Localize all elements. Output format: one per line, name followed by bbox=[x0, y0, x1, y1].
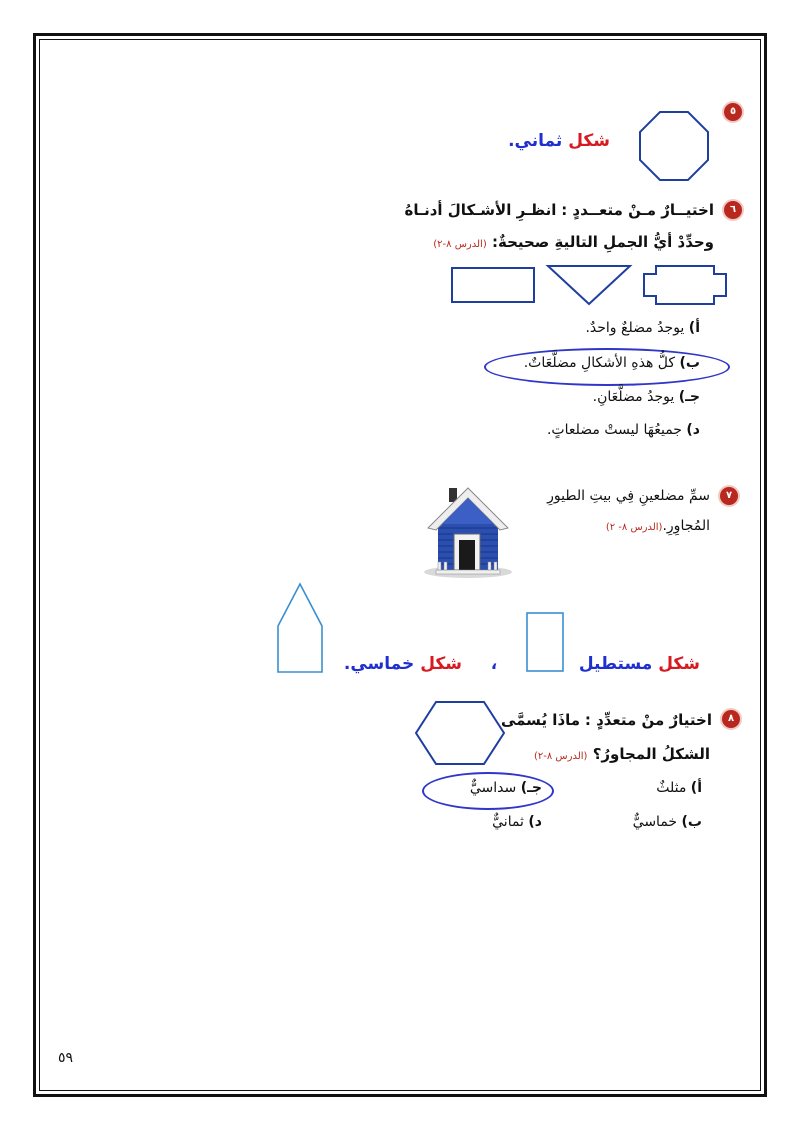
question-7-badge: ٧ bbox=[720, 487, 738, 505]
q6-line1: اختيــارٌ مـنْ متعــددٍ : انظـرِ الأشـكالَ أدنـاهُ bbox=[404, 201, 714, 219]
question-8-badge: ٨ bbox=[722, 710, 740, 728]
q6-shapes bbox=[448, 262, 732, 310]
q6-line2: وحدِّدْ أيُّ الجملِ التاليةِ صحيحةٌ: (الدرس ٨-٢) bbox=[433, 233, 714, 251]
pentagon-house-shape bbox=[270, 578, 330, 676]
q8-line2: الشكلُ المجاورُ؟ (الدرس ٨-٢) bbox=[533, 745, 710, 763]
q6-option-d[interactable]: د) جميعُهَا ليستْ مضلعاتٍ. bbox=[546, 422, 700, 438]
q8-option-b[interactable]: ب) خماسيٌّ bbox=[632, 814, 702, 830]
page-number: ٥٩ bbox=[58, 1050, 74, 1066]
q7-separator: ، bbox=[490, 654, 498, 674]
cross-shape bbox=[644, 266, 726, 304]
q8-option-a[interactable]: أ) مثلثٌ bbox=[656, 780, 702, 796]
rectangle-small-shape bbox=[522, 608, 568, 676]
q5-answer: شكل ثماني. bbox=[508, 131, 610, 151]
q8-option-c[interactable]: جـ) سداسيٌّ bbox=[469, 780, 542, 796]
q6-option-a[interactable]: أ) يوجدُ مضلعٌ واحدٌ. bbox=[585, 320, 700, 336]
q7-line2: المُجاوِرِ.(الدرس ٨- ٢) bbox=[605, 518, 710, 534]
q8-line1: اختيارٌ منْ متعدِّدٍ : ماذَا يُسمَّى bbox=[500, 711, 712, 729]
q8-option-d[interactable]: د) ثمانيٌّ bbox=[492, 814, 542, 830]
q6-option-b[interactable]: ب) كلُّ هذهِ الأشكالِ مضلَّعَاتٌ. bbox=[523, 355, 700, 371]
page-border-inner bbox=[39, 39, 761, 1091]
triangle-shape bbox=[548, 266, 630, 304]
rectangle-shape bbox=[452, 268, 534, 302]
q7-line1: سمِّ مضلعينِ فِي بيتِ الطيورِ bbox=[547, 488, 710, 504]
q7-answer-pentagon: شكل خماسي. bbox=[343, 654, 462, 674]
question-6-badge: ٦ bbox=[724, 201, 742, 219]
question-5-badge: ٥ bbox=[724, 103, 742, 121]
q6-option-c[interactable]: جـ) يوجدُ مضلَّعَانِ. bbox=[592, 389, 700, 405]
q7-answer-rectangle: شكل مستطيل bbox=[578, 654, 700, 674]
octagon-shape bbox=[636, 108, 712, 184]
birdhouse-image bbox=[420, 482, 516, 580]
